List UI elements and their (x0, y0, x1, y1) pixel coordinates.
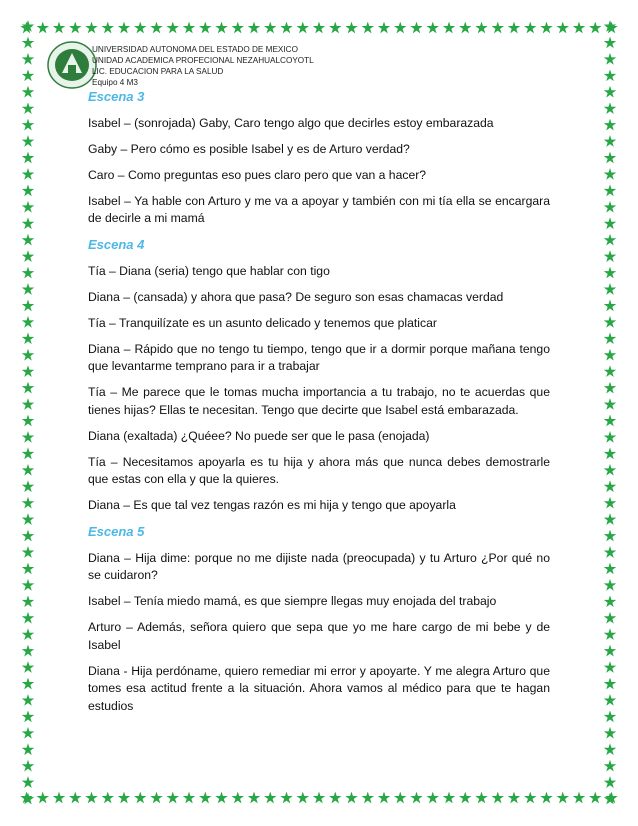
dialogue-line: Tía – Diana (seria) tengo que hablar con tigo (88, 263, 330, 278)
border-star-icon (22, 743, 35, 756)
border-star-icon (604, 36, 617, 49)
border-star-icon (604, 431, 617, 444)
border-left (20, 20, 36, 806)
border-star-icon (604, 382, 617, 395)
border-star-icon (604, 595, 617, 608)
border-star-icon (69, 792, 82, 805)
border-star-icon (150, 22, 163, 35)
border-star-icon (573, 792, 586, 805)
border-star-icon (604, 464, 617, 477)
border-star-icon (22, 579, 35, 592)
border-star-icon (22, 562, 35, 575)
border-right (602, 20, 618, 806)
border-star-icon (604, 119, 617, 132)
border-star-icon (22, 678, 35, 691)
border-star-icon (604, 793, 617, 806)
border-star-icon (604, 20, 617, 33)
border-star-icon (604, 250, 617, 263)
border-star-icon (604, 53, 617, 66)
border-star-icon (524, 22, 537, 35)
border-star-icon (604, 497, 617, 510)
border-star-icon (22, 299, 35, 312)
border-star-icon (573, 22, 586, 35)
border-star-icon (329, 792, 342, 805)
border-star-icon (134, 792, 147, 805)
border-star-icon (491, 22, 504, 35)
border-star-icon (345, 22, 358, 35)
border-star-icon (540, 792, 553, 805)
border-star-icon (22, 267, 35, 280)
border-star-icon (443, 792, 456, 805)
border-star-icon (248, 792, 261, 805)
border-star-icon (183, 22, 196, 35)
dialogue-line: Isabel – Ya hable con Arturo y me va a apoyar y también con mi tía ella se encargara de decirle a mi mamá (88, 193, 550, 225)
border-star-icon (199, 22, 212, 35)
scene-3-title: Escena 3 (88, 89, 145, 104)
border-star-icon (589, 792, 602, 805)
border-star-icon (22, 365, 35, 378)
border-star-icon (22, 612, 35, 625)
border-star-icon (410, 792, 423, 805)
border-star-icon (604, 727, 617, 740)
border-star-icon (22, 447, 35, 460)
dialogue-line: Diana – Hija dime: porque no me dijiste nada (preocupada) y tu Arturo ¿Por qué no se cuidaron? (88, 550, 550, 582)
border-star-icon (604, 743, 617, 756)
dialogue-line: Isabel – (sonrojada) Gaby, Caro tengo algo que decirles estoy embarazada (88, 115, 494, 130)
border-star-icon (459, 792, 472, 805)
border-star-icon (604, 86, 617, 99)
border-star-icon (604, 184, 617, 197)
border-star-icon (604, 530, 617, 543)
header-program: LIC. EDUCACION PARA LA SALUD (92, 67, 224, 76)
dialogue-line: Arturo – Además, señora quiero que sepa que yo me hare cargo de mi bebe y de Isabel (88, 620, 550, 652)
border-star-icon (604, 480, 617, 493)
border-star-icon (604, 135, 617, 148)
border-star-icon (394, 792, 407, 805)
border-star-icon (604, 415, 617, 428)
border-star-icon (183, 792, 196, 805)
border-star-icon (22, 168, 35, 181)
border-star-icon (22, 234, 35, 247)
border-star-icon (604, 760, 617, 773)
border-star-icon (604, 299, 617, 312)
border-star-icon (491, 792, 504, 805)
border-star-icon (22, 645, 35, 658)
border-star-icon (22, 332, 35, 345)
scene-4-title: Escena 4 (88, 237, 145, 252)
border-star-icon (459, 22, 472, 35)
dialogue-line: Diana - Hija perdóname, quiero remediar mi error y apoyarte. Y me alegra Arturo que tomes esa actitud frente a la situación. Ahora vamos al médico para que te hagan estudios (88, 663, 550, 713)
border-star-icon (604, 628, 617, 641)
border-star-icon (22, 793, 35, 806)
border-star-icon (101, 792, 114, 805)
border-star-icon (36, 792, 49, 805)
border-star-icon (524, 792, 537, 805)
border-star-icon (361, 792, 374, 805)
border-star-icon (604, 645, 617, 658)
scene-5-title: Escena 5 (88, 524, 145, 539)
dialogue-line: Isabel – Tenía miedo mamá, es que siempre llegas muy enojada del trabajo (88, 594, 497, 608)
border-star-icon (378, 22, 391, 35)
border-star-icon (604, 332, 617, 345)
border-star-icon (426, 792, 439, 805)
border-star-icon (22, 349, 35, 362)
border-star-icon (22, 398, 35, 411)
border-star-icon (166, 792, 179, 805)
border-star-icon (361, 22, 374, 35)
border-star-icon (604, 201, 617, 214)
border-star-icon (296, 22, 309, 35)
dialogue-line: Diana – Es que tal vez tengas razón es mi hija y tengo que apoyarla (88, 498, 456, 512)
header-university: UNIVERSIDAD AUTONOMA DEL ESTADO DE MEXICO (92, 45, 298, 54)
border-top (20, 20, 618, 36)
border-star-icon (22, 727, 35, 740)
border-star-icon (22, 119, 35, 132)
border-star-icon (589, 22, 602, 35)
dialogue-line: Diana (exaltada) ¿Quéee? No puede ser que le pasa (enojada) (88, 428, 430, 443)
border-star-icon (604, 102, 617, 115)
border-star-icon (264, 22, 277, 35)
dialogue-line: Diana – (cansada) y ahora que pasa? De seguro son esas chamacas verdad (88, 289, 504, 304)
border-star-icon (166, 22, 179, 35)
border-star-icon (604, 562, 617, 575)
border-star-icon (69, 22, 82, 35)
border-star-icon (22, 530, 35, 543)
header-team: Equipo 4 M3 (92, 78, 138, 87)
border-star-icon (604, 234, 617, 247)
border-star-icon (22, 250, 35, 263)
border-star-icon (22, 86, 35, 99)
dialogue-line: Tía – Tranquilízate es un asunto delicado y tenemos que platicar (88, 315, 437, 330)
border-star-icon (378, 792, 391, 805)
border-star-icon (118, 22, 131, 35)
border-star-icon (280, 22, 293, 35)
border-star-icon (604, 678, 617, 691)
border-star-icon (475, 792, 488, 805)
border-star-icon (280, 792, 293, 805)
university-seal-logo (46, 40, 98, 90)
border-star-icon (604, 694, 617, 707)
border-star-icon (53, 22, 66, 35)
border-star-icon (22, 464, 35, 477)
border-star-icon (604, 612, 617, 625)
border-star-icon (22, 710, 35, 723)
border-star-icon (329, 22, 342, 35)
border-star-icon (604, 267, 617, 280)
border-star-icon (215, 792, 228, 805)
dialogue-line: Gaby – Pero cómo es posible Isabel y es de Arturo verdad? (88, 141, 410, 156)
border-bottom (20, 790, 618, 806)
border-star-icon (604, 365, 617, 378)
document-header (92, 44, 314, 88)
border-star-icon (22, 217, 35, 230)
border-star-icon (22, 53, 35, 66)
border-star-icon (604, 661, 617, 674)
border-star-icon (22, 20, 35, 33)
border-star-icon (540, 22, 553, 35)
dialogue-line: Caro – Como preguntas eso pues claro pero que van a hacer? (88, 167, 427, 182)
border-star-icon (22, 497, 35, 510)
border-star-icon (604, 447, 617, 460)
border-star-icon (394, 22, 407, 35)
border-star-icon (215, 22, 228, 35)
border-star-icon (22, 776, 35, 789)
border-star-icon (604, 283, 617, 296)
border-star-icon (604, 776, 617, 789)
border-star-icon (22, 201, 35, 214)
border-star-icon (345, 792, 358, 805)
border-star-icon (22, 135, 35, 148)
border-star-icon (199, 792, 212, 805)
border-star-icon (22, 431, 35, 444)
border-star-icon (118, 792, 131, 805)
border-star-icon (604, 513, 617, 526)
border-star-icon (22, 628, 35, 641)
border-star-icon (53, 792, 66, 805)
border-star-icon (85, 22, 98, 35)
border-star-icon (231, 22, 244, 35)
border-star-icon (22, 595, 35, 608)
border-star-icon (604, 710, 617, 723)
border-star-icon (22, 102, 35, 115)
border-star-icon (313, 792, 326, 805)
border-star-icon (22, 69, 35, 82)
border-star-icon (475, 22, 488, 35)
border-star-icon (443, 22, 456, 35)
border-star-icon (604, 546, 617, 559)
border-star-icon (604, 316, 617, 329)
border-star-icon (426, 22, 439, 35)
border-star-icon (22, 513, 35, 526)
header-unit: UNIDAD ACADEMICA PROFECIONAL NEZAHUALCOYOTL (92, 56, 314, 65)
border-star-icon (604, 217, 617, 230)
border-star-icon (22, 316, 35, 329)
border-star-icon (248, 22, 261, 35)
border-star-icon (508, 792, 521, 805)
border-star-icon (410, 22, 423, 35)
border-star-icon (22, 546, 35, 559)
border-star-icon (604, 69, 617, 82)
border-star-icon (85, 792, 98, 805)
border-star-icon (22, 36, 35, 49)
border-star-icon (22, 184, 35, 197)
border-star-icon (101, 22, 114, 35)
border-star-icon (296, 792, 309, 805)
border-star-icon (22, 760, 35, 773)
border-star-icon (150, 792, 163, 805)
dialogue-line: Tía – Me parece que le tomas mucha importancia a tu trabajo, no te acuerdas que tienes hijas? Ellas te necesitan. Tengo que decirte que Isabel está embarazada. (88, 385, 550, 417)
border-star-icon (604, 168, 617, 181)
border-star-icon (36, 22, 49, 35)
border-star-icon (231, 792, 244, 805)
border-star-icon (264, 792, 277, 805)
border-star-icon (556, 792, 569, 805)
border-star-icon (22, 415, 35, 428)
border-star-icon (22, 382, 35, 395)
border-star-icon (22, 480, 35, 493)
border-star-icon (508, 22, 521, 35)
script-content (88, 88, 550, 724)
border-star-icon (604, 349, 617, 362)
border-star-icon (22, 152, 35, 165)
border-star-icon (604, 398, 617, 411)
border-star-icon (604, 579, 617, 592)
dialogue-line: Tía – Necesitamos apoyarla es tu hija y ahora más que nunca debes demostrarle que estas con ella y que la quieres. (88, 454, 550, 486)
border-star-icon (22, 661, 35, 674)
dialogue-line: Diana – Rápido que no tengo tu tiempo, tengo que ir a dormir porque mañana tengo que levantarme temprano para ir a trabajar (88, 341, 550, 373)
border-star-icon (313, 22, 326, 35)
border-star-icon (556, 22, 569, 35)
border-star-icon (134, 22, 147, 35)
border-star-icon (22, 694, 35, 707)
border-star-icon (22, 283, 35, 296)
border-star-icon (604, 152, 617, 165)
